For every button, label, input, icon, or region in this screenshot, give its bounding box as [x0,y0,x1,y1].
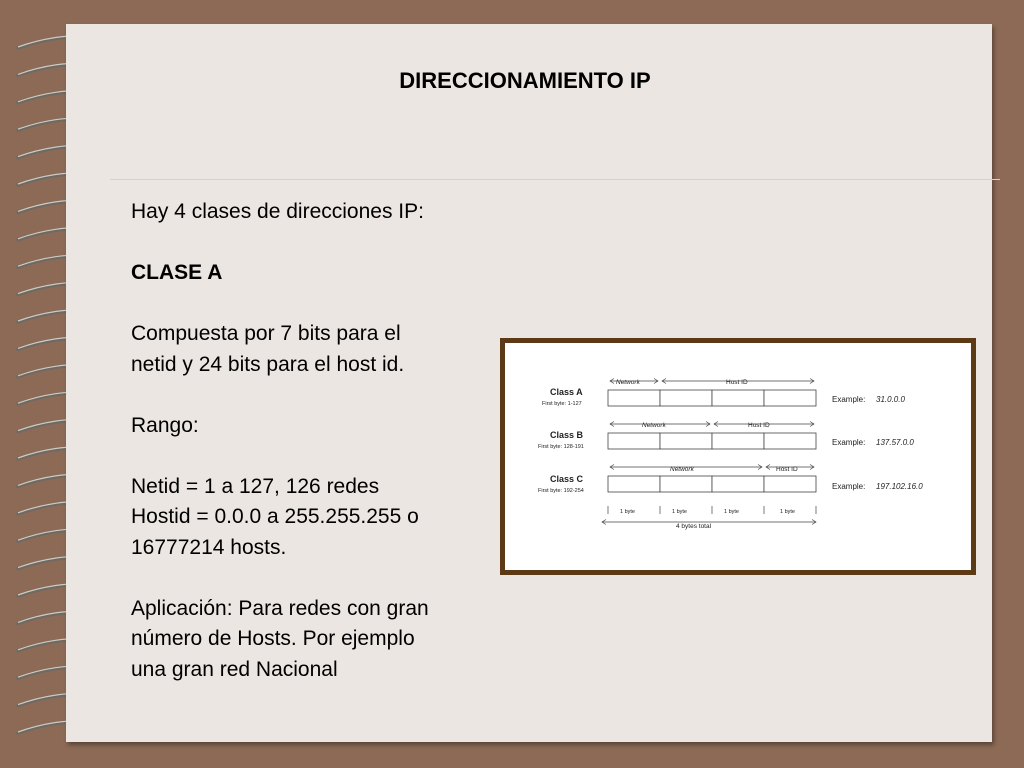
netid-line: Netid = 1 a 127, 126 redes [131,474,380,498]
application-line-1: Aplicación: Para redes con gran [131,596,429,620]
class-c-name: Class C [550,474,584,484]
class-b-byte-box [660,433,712,449]
class-b-byte-box [608,433,660,449]
section-heading: CLASE A [131,261,223,284]
class-b-byte-box [764,433,816,449]
slide-title: DIRECCIONAMIENTO IP [399,68,651,93]
class-a-example-label: Example: [832,395,866,404]
class-c-example-value: 197.102.16.0 [876,482,923,491]
class-a-name: Class A [550,387,583,397]
intro-text: Hay 4 clases de direcciones IP: [131,200,424,223]
class-b-byte-box [712,433,764,449]
byte-label-3: 1 byte [724,509,739,515]
class-b-host-label: Host ID [748,422,770,429]
composition-line-2: netid y 24 bits para el host id. [131,352,405,376]
hostid-line-2: 16777214 hosts. [131,535,287,559]
class-b-example-value: 137.57.0.0 [876,438,914,447]
application-line-2: número de Hosts. Por ejemplo [131,627,415,650]
class-c-example-label: Example: [832,482,866,491]
class-b-first-byte: First byte: 128-191 [538,444,584,450]
class-b-network-label: Network [642,422,666,429]
range-details [131,472,511,564]
class-c-byte-box [764,476,816,492]
class-b-example-label: Example: [832,438,866,447]
slide-body [131,197,511,716]
class-c-byte-box [712,476,764,492]
class-c-byte-box [608,476,660,492]
class-a-byte-box [608,390,660,406]
ip-classes-diagram [520,350,958,555]
class-a-first-byte: First byte: 1-127 [542,401,582,407]
class-a-byte-box [712,390,764,406]
total-label: 4 bytes total [676,523,712,530]
byte-label-4: 1 byte [780,509,795,515]
class-a-example-value: 31.0.0.0 [876,395,905,404]
composition-line-1: Compuesta por 7 bits para el [131,322,401,345]
class-a-byte-box [764,390,816,406]
class-c-network-label: Network [670,466,694,473]
divider [110,179,1000,180]
class-a-network-label: Network [616,379,640,386]
byte-label-2: 1 byte [672,509,687,515]
class-a-host-label: Host ID [726,379,748,386]
class-a-byte-box [660,390,712,406]
diagram-shapes [602,379,816,525]
composition-text [131,319,511,380]
class-c-first-byte: First byte: 192-254 [538,488,584,494]
application-text [131,594,511,686]
class-c-byte-box [660,476,712,492]
ip-classes-figure [520,350,958,555]
class-c-host-label: Host ID [776,466,798,473]
range-label: Rango: [131,413,199,437]
application-line-3: una gran red Nacional [131,657,338,681]
hostid-line-1: Hostid = 0.0.0 a 255.255.255 o [131,505,419,528]
byte-label-1: 1 byte [620,509,635,515]
class-b-name: Class B [550,430,584,440]
